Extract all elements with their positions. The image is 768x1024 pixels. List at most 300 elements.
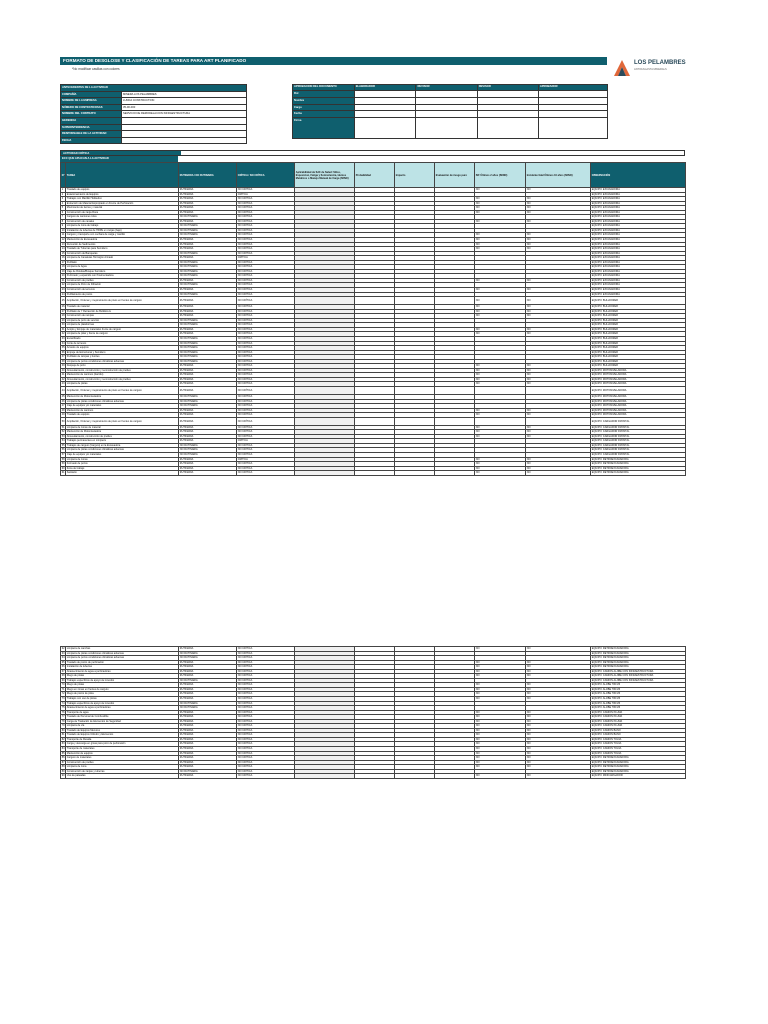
activity-info-value[interactable]: 35-00-000 [122,104,247,111]
cell-incidente[interactable]: NO [526,430,591,435]
cell-sif[interactable]: NO [475,674,526,679]
cell-critica: NO CRÍTICA [237,765,295,770]
cell-observacion: EQUIPO: MOTONIVELADORA [591,404,686,409]
approval-row [293,104,608,111]
cell-incidente[interactable]: NO [526,747,591,752]
cell-rutinaria: RUTINARIA [179,733,237,738]
cell-incidente[interactable]: NO [526,724,591,729]
cell-incidente[interactable]: NO [526,197,591,202]
cell-observacion: EQUIPO: RETROEXCAVADORA [591,660,686,665]
cell-probabilidad[interactable] [355,386,395,394]
cell-impacto[interactable] [395,386,435,394]
cell-sif[interactable]: NO [475,219,526,224]
cell-sif[interactable]: NO [475,737,526,742]
cell-incidente[interactable]: NO [526,247,591,252]
cell-task: Zona de trabajo [66,466,179,471]
approval-col-revisor-1: REVISOR [416,85,477,91]
cell-sif[interactable]: NO [475,687,526,692]
cell-incidente[interactable] [526,417,591,425]
cell-rutinaria: RUTINARIA [179,278,237,283]
cell-sif[interactable]: NO [475,774,526,779]
cell-aplicabilidad[interactable] [295,386,355,394]
cell-critica: NO CRÍTICA [237,247,295,252]
cell-observacion: EQUIPO: BULLDOZER [591,364,686,369]
cell-incidente[interactable]: NO [526,309,591,314]
cell-sif[interactable]: NO [475,733,526,738]
activity-info-header: ANTECEDENTES DE LA ACTIVIDAD [61,85,247,92]
cell-observacion: EQUIPO: MOTONIVELADORA [591,368,686,373]
cell-sif[interactable]: NO [475,697,526,702]
cell-num: 45 [61,394,65,398]
cell-rutinaria: RUTINARIA [179,242,237,247]
cell-rutinaria: NO RUTINARIA [179,651,237,656]
cell-sif[interactable]: NO [475,188,526,193]
cell-sif[interactable]: NO [475,247,526,252]
cell-task: Abovedamiento, construcción de pretiles [66,434,179,439]
cell-incidente[interactable]: NO [526,471,591,476]
cell-task: Perfilado de Y Retracción de Bulldozers [66,309,179,314]
cell-evaluacion[interactable] [435,471,475,476]
cell-incidente[interactable]: NO [526,715,591,720]
cell-task: Carguío de camiones tolva [66,215,179,220]
cell-rutinaria: NO RUTINARIA [179,355,237,360]
cell-rutinaria: RUTINARIA [179,206,237,211]
approval-cell[interactable] [354,118,416,139]
cell-probabilidad[interactable] [355,471,395,476]
cell-sif[interactable]: NO [475,660,526,665]
cell-task: Limpieza de pistas condiciones climáticas adversas [66,399,179,404]
activity-info-row [61,117,247,124]
cell-rutinaria: RUTINARIA [179,434,237,439]
cell-rutinaria: RUTINARIA [179,462,237,467]
approval-col-aprobador: APROBADOR [538,85,607,91]
cell-incidente[interactable]: NO [526,377,591,382]
cell-rutinaria: RUTINARIA [179,724,237,729]
cell-incidente[interactable]: NO [526,697,591,702]
cell-incidente[interactable]: NO [526,297,591,305]
cell-task: Traslado de Tuberías para Sumidero [66,247,179,252]
cell-observacion: EQUIPO: EXCAVADORA [591,233,686,238]
critical-activity-label: ACTIVIDAD CRÍTICA [61,151,181,155]
cell-critica: NO CRÍTICA [237,364,295,369]
cell-critica: NO CRÍTICA [237,760,295,765]
cell-incidente[interactable]: NO [526,413,591,418]
cell-rutinaria: RUTINARIA [179,297,237,305]
cell-incidente[interactable]: NO [526,434,591,439]
cell-sif[interactable]: NO [475,710,526,715]
cell-sif[interactable]: NO [475,197,526,202]
cell-incidente[interactable] [526,386,591,394]
column-header-probabilidad: Probabilidad [355,163,395,188]
approval-cell[interactable] [416,104,477,111]
cell-sif[interactable]: NO [475,665,526,670]
cell-critica: NO CRÍTICA [237,260,295,265]
column-header-rutinaria: RUTINARIA / NO RUTINARIA [179,163,237,188]
cell-observacion: EQUIPO: BULLDOZER [591,314,686,319]
cell-critica: NO CRÍTICA [237,733,295,738]
cell-rutinaria: NO RUTINARIA [179,678,237,683]
cell-rutinaria: NO RUTINARIA [179,269,237,274]
cell-observacion: EQUIPO: EXCAVADORA [591,260,686,265]
cell-sif[interactable]: NO [475,382,526,387]
cell-evaluacion[interactable] [435,386,475,394]
cell-impacto[interactable] [395,417,435,425]
cell-rutinaria: RUTINARIA [179,219,237,224]
cell-incidente[interactable]: NO [526,201,591,206]
cell-aplicabilidad[interactable] [295,297,355,305]
task-table-page-2 [60,646,686,779]
cell-num: 40 [61,368,65,372]
cell-incidente[interactable]: NO [526,373,591,378]
activity-info-value[interactable]: LUNDA CONSTRUCTION [122,98,247,105]
approval-cell[interactable] [354,111,416,118]
cell-critica: NO CRÍTICA [237,452,295,457]
table-row [61,774,686,779]
cell-num: 80 [61,728,65,732]
cell-num: 15 [61,251,65,255]
cell-observacion: EQUIPO: EXCAVADORA [591,192,686,197]
cell-aplicabilidad[interactable] [295,471,355,476]
cell-observacion: EQUIPO: CAMION TOLVA [591,737,686,742]
cell-sif[interactable]: NO [475,457,526,462]
cell-num: 71 [61,687,65,691]
cell-sif[interactable] [475,386,526,394]
cell-num: 29 [61,318,65,322]
activity-info-value[interactable] [122,117,247,124]
approval-cell[interactable] [538,97,607,104]
cell-critica: NO CRÍTICA [237,332,295,337]
cell-probabilidad[interactable] [355,774,395,779]
cell-rutinaria: RUTINARIA [179,647,237,652]
cell-sif[interactable]: NO [475,724,526,729]
cell-task: Carguío de materiales [66,756,179,761]
cell-incidente[interactable]: NO [526,710,591,715]
cell-incidente[interactable]: NO [526,288,591,293]
cell-observacion: EQUIPO: BULLDOZER [591,332,686,337]
cell-sif[interactable]: NO [475,751,526,756]
cell-critica: NO CRÍTICA [237,656,295,661]
cell-critica: NO CRÍTICA [237,206,295,211]
cell-sif[interactable]: NO [475,368,526,373]
cell-critica: NO CRÍTICA [237,674,295,679]
activity-info-value[interactable]: SERVICIO DE REMODELACION INFRAESTRUCTURA [122,111,247,118]
cell-aplicabilidad[interactable] [295,774,355,779]
cell-sif[interactable]: NO [475,647,526,652]
cell-incidente[interactable]: NO [526,368,591,373]
cell-incidente[interactable]: NO [526,774,591,779]
cell-incidente[interactable]: NO [526,206,591,211]
cell-sif[interactable]: NO [475,742,526,747]
cell-incidente[interactable]: NO [526,728,591,733]
approval-cell[interactable] [538,118,607,139]
approval-cell[interactable] [354,97,416,104]
cell-num: 5 [61,206,66,211]
cell-num: 69 [61,678,65,682]
cell-task: Traslado de equipos [66,413,179,418]
cell-critica: NO CRÍTICA [237,355,295,360]
activity-info-value[interactable] [122,131,247,138]
cell-sif[interactable]: NO [475,669,526,674]
cell-sif[interactable]: NO [475,747,526,752]
cell-num: 9 [61,224,66,229]
cell-incidente[interactable]: NO [526,683,591,688]
cell-rutinaria: RUTINARIA [179,471,237,476]
cell-rutinaria: NO RUTINARIA [179,341,237,346]
cell-sif[interactable]: NO [475,327,526,332]
cell-sif[interactable]: NO [475,309,526,314]
cell-sif[interactable]: NO [475,288,526,293]
cell-critica: NO CRÍTICA [237,251,295,256]
cell-observacion: EQUIPO: EXCAVADORA [591,278,686,283]
activity-info-value[interactable] [122,137,247,144]
cell-observacion: EQUIPO: CAMION PLUMA [591,719,686,724]
cell-critica: NO CRÍTICA [237,434,295,439]
cell-critica: NO CRÍTICA [237,683,295,688]
cell-impacto[interactable] [395,774,435,779]
cell-critica: NO CRÍTICA [237,224,295,229]
cell-incidente[interactable]: NO [526,719,591,724]
cell-sif[interactable]: NO [475,728,526,733]
cell-sif[interactable]: NO [475,201,526,206]
cell-sif[interactable]: NO [475,297,526,305]
cell-incidente[interactable]: NO [526,765,591,770]
cell-incidente[interactable]: NO [526,238,591,243]
cell-observacion: EQUIPO: CAMION ALJIBE CON INFRAESTRUCTURA [591,674,686,679]
activity-info-value[interactable]: MINERA LOS PELAMBRES [122,91,247,98]
cell-critica: NO CRÍTICA [237,288,295,293]
activity-info-row [61,111,247,118]
cell-incidente[interactable]: NO [526,382,591,387]
cell-incidente[interactable]: NO [526,233,591,238]
cell-evaluacion[interactable] [435,297,475,305]
cell-observacion: EQUIPO: CAMION PLUMA [591,724,686,729]
cell-task: Traslado de Equipos Cilindro y Elementos [66,733,179,738]
cell-observacion: EQUIPO: MOTONIVELADORA [591,373,686,378]
cell-task: Construcción de pretiles [66,278,179,283]
cell-critica: NO CRÍTICA [237,669,295,674]
cell-rutinaria: RUTINARIA [179,197,237,202]
cell-rutinaria: RUTINARIA [179,332,237,337]
cell-observacion: EQUIPO: EXCAVADORA [591,292,686,297]
cell-sif[interactable]: NO [475,364,526,369]
cell-incidente[interactable]: NO [526,466,591,471]
cell-task: Limpieza de pilas y frente de carguío [66,332,179,337]
cell-incidente[interactable]: NO [526,756,591,761]
cell-incidente[interactable]: NO [526,188,591,193]
cell-incidente[interactable]: NO [526,742,591,747]
cell-critica: NO CRÍTICA [237,774,295,779]
cell-observacion: EQUIPO: RETROEXCAVADORA [591,765,686,770]
cell-incidente[interactable]: NO [526,737,591,742]
cell-incidente[interactable]: NO [526,660,591,665]
cell-incidente[interactable]: NO [526,210,591,215]
cell-sif[interactable]: NO [475,719,526,724]
cell-num: 75 [61,706,65,710]
cell-incidente[interactable]: NO [526,242,591,247]
cell-incidente[interactable]: NO [526,669,591,674]
approval-cell[interactable] [416,111,477,118]
cell-incidente[interactable]: NO [526,674,591,679]
cell-incidente[interactable]: NO [526,327,591,332]
cell-sif[interactable]: NO [475,238,526,243]
cell-sif[interactable]: NO [475,760,526,765]
approval-cell[interactable] [354,104,416,111]
cell-sif[interactable] [475,417,526,425]
cell-sif[interactable]: NO [475,462,526,467]
cell-sif[interactable]: NO [475,434,526,439]
cell-evaluacion[interactable] [435,417,475,425]
cell-num: 78 [61,719,65,723]
cell-incidente[interactable]: NO [526,733,591,738]
cell-observacion: EQUIPO: EXCAVADORA [591,247,686,252]
cell-critica: NO CRÍTICA [237,399,295,404]
cell-incidente[interactable]: NO [526,314,591,319]
cell-num: 41 [61,373,65,377]
cell-sif[interactable]: NO [475,210,526,215]
cell-incidente[interactable]: NO [526,332,591,337]
cell-rutinaria: NO RUTINARIA [179,323,237,328]
cell-observacion: EQUIPO: BULLDOZER [591,305,686,310]
cell-num: 82 [61,737,65,741]
cell-critica: NO CRÍTICA [237,292,295,297]
cell-observacion: EQUIPO: RETROEXCAVADORA [591,471,686,476]
cell-sif[interactable]: NO [475,471,526,476]
cell-sif[interactable]: NO [475,278,526,283]
cell-rutinaria: RUTINARIA [179,386,237,394]
cell-task: Empuje de Estructuras y Sumidero [66,350,179,355]
cell-observacion: EQUIPO: CAMION TOLVA [591,742,686,747]
cell-incidente[interactable]: NO [526,364,591,369]
cell-rutinaria: RUTINARIA [179,715,237,720]
cell-sif[interactable]: NO [475,715,526,720]
approval-cell[interactable] [477,91,538,98]
cell-rutinaria: NO RUTINARIA [179,769,237,774]
cell-rutinaria: NO RUTINARIA [179,452,237,457]
cell-observacion: EQUIPO: CAMION ALJIBE CON INFRAESTRUCTURA [591,678,686,683]
cell-sif[interactable]: NO [475,233,526,238]
cell-incidente[interactable]: NO [526,687,591,692]
cell-sif[interactable]: NO [475,408,526,413]
approval-cell[interactable] [477,97,538,104]
cell-incidente[interactable]: NO [526,219,591,224]
approval-cell[interactable] [477,104,538,111]
cell-critica: NO CRÍTICA [237,219,295,224]
cell-incidente[interactable]: NO [526,462,591,467]
cell-incidente[interactable]: NO [526,665,591,670]
cell-num: 31 [61,327,65,331]
cell-incidente[interactable]: NO [526,760,591,765]
cell-critica: NO CRÍTICA [237,368,295,373]
cell-sif[interactable]: NO [475,683,526,688]
cell-observacion: EQUIPO: EXCAVADORA [591,206,686,211]
cell-incidente[interactable]: NO [526,457,591,462]
cell-sif[interactable]: NO [475,430,526,435]
cell-critica: NO CRÍTICA [237,719,295,724]
approval-cell[interactable] [477,111,538,118]
activity-info-value[interactable] [122,124,247,131]
cell-sif[interactable]: NO [475,206,526,211]
cell-rutinaria: NO RUTINARIA [179,292,237,297]
cell-observacion: EQUIPO: ALJIBE 780 M3 [591,687,686,692]
cell-sif[interactable]: NO [475,413,526,418]
approval-cell[interactable] [416,97,477,104]
cell-task: Limpieza de pozo de servicio [66,318,179,323]
approval-cell[interactable] [538,111,607,118]
cell-num: 44 [61,386,66,394]
cell-critica: NO CRÍTICA [237,471,295,476]
cell-sif[interactable]: NO [475,332,526,337]
cell-observacion: EQUIPO: CARGADOR FRONTAL [591,452,686,457]
cell-incidente[interactable]: NO [526,647,591,652]
cell-observacion: EQUIPO: EXCAVADORA [591,283,686,288]
cell-rutinaria: RUTINARIA [179,665,237,670]
cell-incidente[interactable]: NO [526,425,591,430]
cell-sif[interactable]: NO [475,373,526,378]
activity-info-table [60,84,247,144]
cell-task: Limpieza de Pozo de Filtración [66,283,179,288]
approval-cell[interactable] [354,91,416,98]
cell-observacion: EQUIPO: EXCAVADORA [591,197,686,202]
cell-task: Construcción de zanja Roca [66,210,179,215]
cell-incidente[interactable]: NO [526,692,591,697]
activity-info-label: SUPERINTENDENCIA [61,124,122,131]
approval-cell[interactable] [538,91,607,98]
cell-rutinaria: NO RUTINARIA [179,350,237,355]
cell-task: Limpieza de vía [66,724,179,729]
cell-num: 84 [61,747,65,751]
approval-cell[interactable] [538,104,607,111]
doc-approval-header: APROBACIÓN DEL DOCUMENTO [293,85,355,91]
cell-rutinaria: NO RUTINARIA [179,265,237,270]
cell-critica: NO CRÍTICA [237,341,295,346]
cell-sif[interactable]: NO [475,425,526,430]
cell-impacto[interactable] [395,471,435,476]
cell-task: Ampliación, Ordenar y mejoramiento de pisos en frentes de carguío [66,417,179,425]
cell-aplicabilidad[interactable] [295,417,355,425]
approval-col-revisor-2: REVISOR [477,85,538,91]
cell-evaluacion[interactable] [435,774,475,779]
cell-task: Limpieza de zonas [66,457,179,462]
cell-incidente[interactable]: NO [526,305,591,310]
approval-cell[interactable] [477,118,538,139]
cell-incidente[interactable]: NO [526,751,591,756]
cell-task: Escarificado [66,336,179,341]
cell-rutinaria: RUTINARIA [179,425,237,430]
approval-cell[interactable] [416,118,477,139]
cell-incidente[interactable]: NO [526,278,591,283]
cell-sif[interactable]: NO [475,377,526,382]
cell-sif[interactable]: NO [475,756,526,761]
cell-rutinaria: RUTINARIA [179,288,237,293]
approval-cell[interactable] [416,91,477,98]
cell-sif[interactable]: NO [475,305,526,310]
cell-sif[interactable]: NO [475,765,526,770]
cell-num: 13 [61,242,65,246]
cell-sif[interactable]: NO [475,466,526,471]
cell-probabilidad[interactable] [355,417,395,425]
cell-num: 53 [61,434,65,438]
cell-num: 70 [61,683,65,687]
cell-incidente[interactable]: NO [526,408,591,413]
cell-probabilidad[interactable] [355,297,395,305]
cell-sif[interactable]: NO [475,692,526,697]
cell-rutinaria: RUTINARIA [179,327,237,332]
cell-impacto[interactable] [395,297,435,305]
cell-critica: NO CRÍTICA [237,283,295,288]
cell-sif[interactable]: NO [475,242,526,247]
cell-sif[interactable]: NO [475,314,526,319]
cell-num: 67 [61,669,65,673]
